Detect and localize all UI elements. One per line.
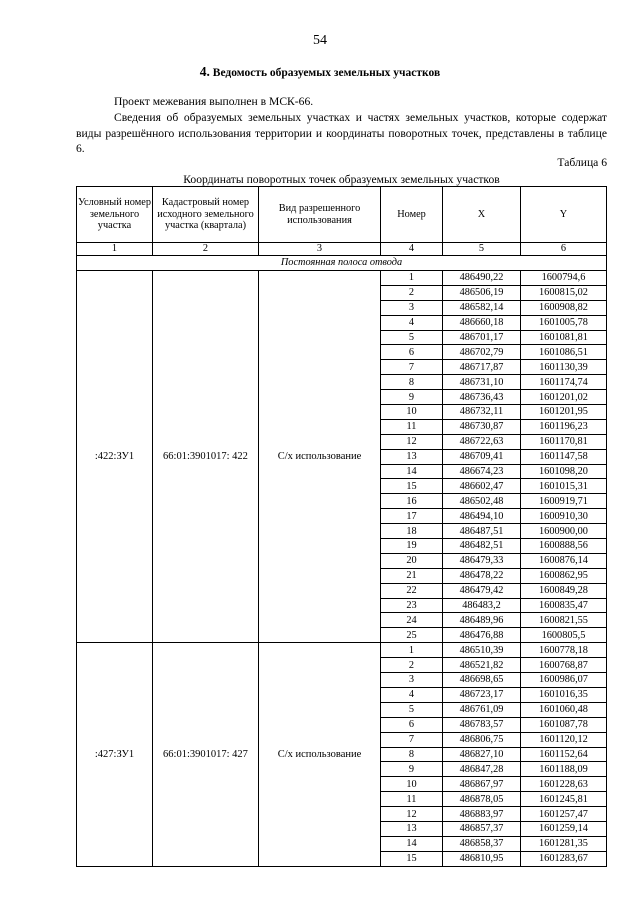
point-number-cell: 12 [381,434,443,449]
x-coordinate-cell: 486730,87 [443,419,521,434]
x-coordinate-cell: 486698,65 [443,673,521,688]
header-point-number: Номер [381,187,443,243]
x-coordinate-cell: 486483,2 [443,598,521,613]
y-coordinate-cell: 1600919,71 [521,494,607,509]
x-coordinate-cell: 486482,51 [443,539,521,554]
point-number-cell: 15 [381,479,443,494]
x-coordinate-cell: 486806,75 [443,732,521,747]
point-number-cell: 12 [381,807,443,822]
x-coordinate-cell: 486761,09 [443,702,521,717]
point-number-cell: 3 [381,300,443,315]
paragraph-coordinate-system: Проект межевания выполнен в МСК-66. [114,95,314,108]
y-coordinate-cell: 1601147,58 [521,449,607,464]
point-number-cell: 8 [381,747,443,762]
point-number-cell: 6 [381,717,443,732]
x-coordinate-cell: 486709,41 [443,449,521,464]
y-coordinate-cell: 1601130,39 [521,360,607,375]
point-number-cell: 5 [381,702,443,717]
x-coordinate-cell: 486702,79 [443,345,521,360]
column-number: 6 [521,243,607,256]
point-number-cell: 19 [381,539,443,554]
x-coordinate-cell: 486489,96 [443,613,521,628]
x-coordinate-cell: 486660,18 [443,315,521,330]
x-coordinate-cell: 486857,37 [443,821,521,836]
y-coordinate-cell: 1601015,31 [521,479,607,494]
y-coordinate-cell: 1601259,14 [521,821,607,836]
y-coordinate-cell: 1601120,12 [521,732,607,747]
paragraph-description: Сведения об образуемых земельных участках и частях земельных участков, которые содержат виды разрешённого использования территории и координаты поворотных точек, представлены в таблице 6. [76,111,607,155]
point-number-cell: 2 [381,285,443,300]
point-number-cell: 13 [381,821,443,836]
x-coordinate-cell: 486582,14 [443,300,521,315]
column-number: 5 [443,243,521,256]
header-y: Y [521,187,607,243]
point-number-cell: 9 [381,762,443,777]
y-coordinate-cell: 1600778,18 [521,643,607,658]
x-coordinate-cell: 486827,10 [443,747,521,762]
x-coordinate-cell: 486732,11 [443,405,521,420]
point-number-cell: 10 [381,405,443,420]
y-coordinate-cell: 1600876,14 [521,553,607,568]
x-coordinate-cell: 486476,88 [443,628,521,643]
x-coordinate-cell: 486502,48 [443,494,521,509]
cadastral-number-cell: 66:01:3901017: 427 [153,643,259,866]
section-heading [0,64,640,80]
x-coordinate-cell: 486521,82 [443,658,521,673]
section-title: Постоянная полоса отвода [77,256,607,271]
table-row [77,643,607,658]
table-label: Таблица 6 [557,156,607,169]
y-coordinate-cell: 1601060,48 [521,702,607,717]
point-number-cell: 10 [381,777,443,792]
point-number-cell: 6 [381,345,443,360]
x-coordinate-cell: 486723,17 [443,687,521,702]
point-number-cell: 17 [381,509,443,524]
header-parcel-id: Условный номер земельного участка [77,187,153,243]
y-coordinate-cell: 1601188,09 [521,762,607,777]
section-heading-text: Ведомость образуемых земельных участков [212,67,441,79]
x-coordinate-cell: 486487,51 [443,524,521,539]
point-number-cell: 20 [381,553,443,568]
y-coordinate-cell: 1601281,35 [521,836,607,851]
point-number-cell: 4 [381,315,443,330]
x-coordinate-cell: 486731,10 [443,375,521,390]
y-coordinate-cell: 1600794,6 [521,271,607,286]
x-coordinate-cell: 486510,39 [443,643,521,658]
y-coordinate-cell: 1601098,20 [521,464,607,479]
y-coordinate-cell: 1601016,35 [521,687,607,702]
point-number-cell: 8 [381,375,443,390]
y-coordinate-cell: 1600821,55 [521,613,607,628]
table-header-row [77,187,607,243]
y-coordinate-cell: 1601152,64 [521,747,607,762]
parcel-id-cell: :427:ЗУ1 [77,643,153,866]
point-number-cell: 23 [381,598,443,613]
x-coordinate-cell: 486494,10 [443,509,521,524]
point-number-cell: 5 [381,330,443,345]
y-coordinate-cell: 1601174,74 [521,375,607,390]
point-number-cell: 14 [381,464,443,479]
x-coordinate-cell: 486847,28 [443,762,521,777]
usage-cell: С/х использование [259,643,381,866]
x-coordinate-cell: 486674,23 [443,464,521,479]
x-coordinate-cell: 486783,57 [443,717,521,732]
point-number-cell: 13 [381,449,443,464]
y-coordinate-cell: 1601228,63 [521,777,607,792]
point-number-cell: 16 [381,494,443,509]
header-usage: Вид разрешенного использования [259,187,381,243]
y-coordinate-cell: 1600986,07 [521,673,607,688]
point-number-cell: 14 [381,836,443,851]
parcel-id-cell: :422:ЗУ1 [77,271,153,643]
point-number-cell: 3 [381,673,443,688]
y-coordinate-cell: 1600908,82 [521,300,607,315]
page-number: 54 [313,33,327,48]
header-x: X [443,187,521,243]
coordinates-table [76,186,607,867]
column-number: 1 [77,243,153,256]
header-cadastral: Кадастровый номер исходного земельного участка (квартала) [153,187,259,243]
y-coordinate-cell: 1600849,28 [521,583,607,598]
point-number-cell: 2 [381,658,443,673]
section-row [77,256,607,271]
y-coordinate-cell: 1600900,00 [521,524,607,539]
point-number-cell: 7 [381,732,443,747]
x-coordinate-cell: 486717,87 [443,360,521,375]
point-number-cell: 7 [381,360,443,375]
section-heading-number: 4. [199,64,210,79]
y-coordinate-cell: 1601081,81 [521,330,607,345]
column-number-row [77,243,607,256]
column-number: 3 [259,243,381,256]
point-number-cell: 11 [381,419,443,434]
y-coordinate-cell: 1601257,47 [521,807,607,822]
x-coordinate-cell: 486867,97 [443,777,521,792]
y-coordinate-cell: 1600835,47 [521,598,607,613]
y-coordinate-cell: 1601170,81 [521,434,607,449]
point-number-cell: 4 [381,687,443,702]
y-coordinate-cell: 1601086,51 [521,345,607,360]
x-coordinate-cell: 486722,63 [443,434,521,449]
x-coordinate-cell: 486479,33 [443,553,521,568]
y-coordinate-cell: 1600768,87 [521,658,607,673]
y-coordinate-cell: 1601087,78 [521,717,607,732]
y-coordinate-cell: 1601196,23 [521,419,607,434]
y-coordinate-cell: 1600815,02 [521,285,607,300]
point-number-cell: 25 [381,628,443,643]
point-number-cell: 1 [381,643,443,658]
y-coordinate-cell: 1601201,02 [521,390,607,405]
y-coordinate-cell: 1601005,78 [521,315,607,330]
x-coordinate-cell: 486602,47 [443,479,521,494]
x-coordinate-cell: 486506,19 [443,285,521,300]
point-number-cell: 24 [381,613,443,628]
point-number-cell: 11 [381,792,443,807]
x-coordinate-cell: 486736,43 [443,390,521,405]
x-coordinate-cell: 486878,05 [443,792,521,807]
y-coordinate-cell: 1601283,67 [521,851,607,866]
y-coordinate-cell: 1600805,5 [521,628,607,643]
x-coordinate-cell: 486478,22 [443,568,521,583]
point-number-cell: 1 [381,271,443,286]
y-coordinate-cell: 1601245,81 [521,792,607,807]
x-coordinate-cell: 486479,42 [443,583,521,598]
x-coordinate-cell: 486810,95 [443,851,521,866]
x-coordinate-cell: 486883,97 [443,807,521,822]
cadastral-number-cell: 66:01:3901017: 422 [153,271,259,643]
table-caption: Координаты поворотных точек образуемых земельных участков [183,173,500,186]
point-number-cell: 9 [381,390,443,405]
point-number-cell: 18 [381,524,443,539]
point-number-cell: 22 [381,583,443,598]
y-coordinate-cell: 1600910,30 [521,509,607,524]
y-coordinate-cell: 1600862,95 [521,568,607,583]
y-coordinate-cell: 1600888,56 [521,539,607,554]
usage-cell: С/х использование [259,271,381,643]
table-row [77,271,607,286]
point-number-cell: 15 [381,851,443,866]
column-number: 4 [381,243,443,256]
point-number-cell: 21 [381,568,443,583]
x-coordinate-cell: 486701,17 [443,330,521,345]
column-number: 2 [153,243,259,256]
y-coordinate-cell: 1601201,95 [521,405,607,420]
x-coordinate-cell: 486858,37 [443,836,521,851]
x-coordinate-cell: 486490,22 [443,271,521,286]
